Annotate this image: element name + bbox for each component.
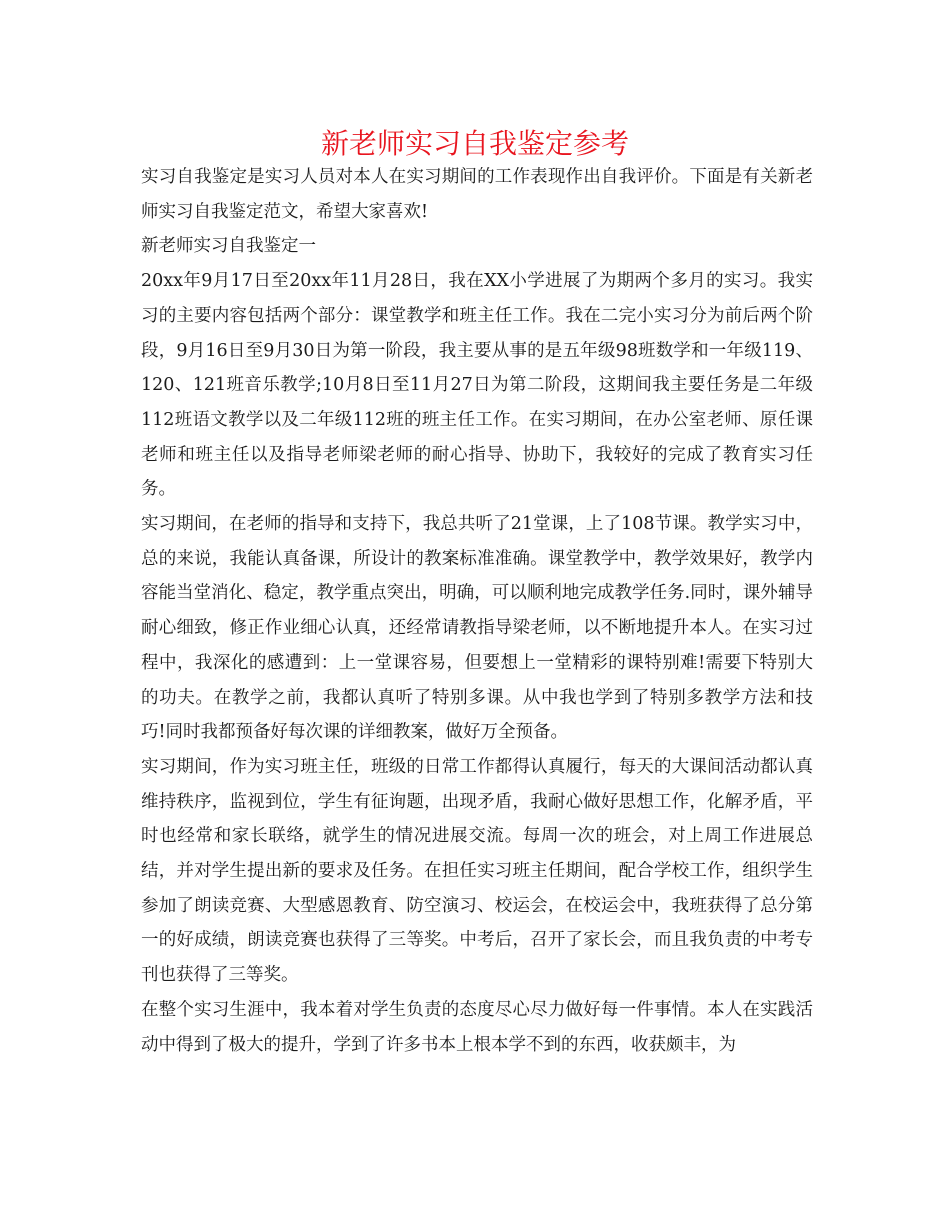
document-body — [141, 160, 813, 1062]
intro-paragraph: 实习自我鉴定是实习人员对本人在实习期间的工作表现作出自我评价。下面是有关新老师实习自我鉴定范文，希望大家喜欢! — [141, 167, 813, 222]
body-paragraph: 在整个实习生涯中，我本着对学生负责的态度尽心尽力做好每一件事情。本人在实践活动中得到了极大的提升，学到了许多书本上根本学不到的东西，收获颇丰，为 — [141, 999, 813, 1055]
section-heading: 新老师实习自我鉴定一 — [141, 236, 316, 257]
body-paragraph: 实习期间，作为实习班主任，班级的日常工作都得认真履行，每天的大课间活动都认真维持秩序，监视到位，学生有征询题，出现矛盾，我耐心做好思想工作，化解矛盾，平时也经常和家长联络，就学生的情况进展交流。每周一次的班会，对上周工作进展总结，并对学生提出新的要求及任务。在担任实习班主任期间，配合学校工作，组织学生参加了朗读竞赛、大型感恩教育、防空演习、校运会，在校运会中，我班获得了总分第一的好成绩，朗读竞赛也获得了三等奖。中考后，召开了家长会，而且我负责的中考专刊也获得了三等奖。 — [141, 756, 813, 986]
body-paragraph: 实习期间，在老师的指导和支持下，我总共听了21堂课，上了108节课。教学实习中，总的来说，我能认真备课，所设计的教案标准准确。课堂教学中，教学效果好，教学内容能当堂消化、稳定，教学重点突出，明确，可以顺利地完成教学任务.同时，课外辅导耐心细致，修正作业细心认真，还经常请教指导梁老师，以不断地提升本人。在实习过程中，我深化的感遭到：上一堂课容易，但要想上一堂精彩的课特别难!需要下特别大的功夫。在教学之前，我都认真听了特别多课。从中我也学到了特别多教学方法和技巧!同时我都预备好每次课的详细教案，做好万全预备。 — [141, 514, 813, 743]
body-paragraph: 20xx年9月17日至20xx年11月28日，我在XX小学进展了为期两个多月的实习。我实习的主要内容包括两个部分：课堂教学和班主任工作。我在二完小实习分为前后两个阶段，9月16日至9月30日为第一阶段，我主要从事的是五年级98班数学和一年级119、120、121班音乐教学;10月8日至11月27日为第二阶段，这期间我主要任务是二年级112班语文教学以及二年级112班的班主任工作。在实习期间，在办公室老师、原任课老师和班主任以及指导老师梁老师的耐心指导、协助下，我较好的完成了教育实习任务。 — [141, 271, 813, 500]
document-title: 新老师实习自我鉴定参考 — [320, 127, 629, 160]
